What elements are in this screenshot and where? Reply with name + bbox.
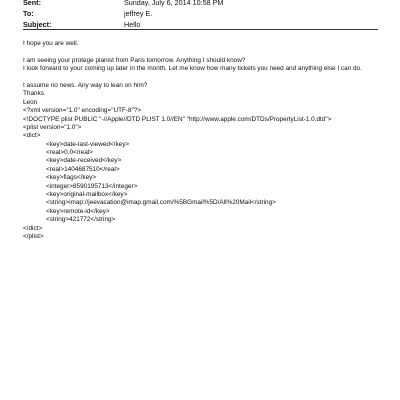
email-body [23, 40, 393, 241]
plist-line: <key>flags</key> [46, 174, 97, 182]
plist-line: <integer>8590195713</integer> [46, 182, 138, 190]
plist-block [23, 107, 393, 241]
sent-label: Sent: [23, 0, 41, 7]
signoff-line: Thanks [23, 90, 44, 98]
plist-line: <plist version="1.0"> [23, 123, 82, 131]
plist-line: <?xml version="1.0" encoding="UTF-8"?> [23, 107, 142, 115]
greeting-line: I hope you are well. [23, 40, 79, 47]
body-paragraph-1: I am seeing your protege pianist from Paris tomorrow. Anything I should know? [23, 56, 246, 64]
plist-line: </plist> [23, 232, 44, 240]
body-paragraph-2: I look forward to your coming up later in the month. Let me know how many tickets you need and anything else I can do. [23, 65, 362, 73]
header-row-to [23, 8, 383, 19]
plist-line: <key>date-last-viewed</key> [46, 140, 130, 148]
header-divider [23, 29, 378, 30]
header-row-sent [23, 0, 383, 8]
plist-line: <string>imap://jeevacation@imap.gmail.com/%5BGmail%5D/All%20Mail</string> [46, 199, 276, 207]
plist-line: </dict> [23, 224, 43, 232]
subject-value: Hello [124, 20, 141, 29]
plist-line: <string>421772</string> [46, 216, 116, 224]
spacer [23, 48, 393, 56]
plist-line: <real>0.0</real> [46, 149, 93, 157]
spacer [23, 74, 393, 82]
to-value: jeffrey E. [124, 9, 153, 18]
body-paragraph-3: I assume no news. Any way to lean on him? [23, 81, 148, 89]
plist-line: <!DOCTYPE plist PUBLIC "-//Apple//DTD PLIST 1.0//EN" "http://www.apple.com/DTDs/PropertyList-1.0.dtd"> [23, 115, 332, 123]
to-label: To: [23, 9, 34, 18]
plist-line: <dict> [23, 132, 41, 140]
signature-line: Leon [23, 98, 38, 106]
sent-value: Sunday, July 6, 2014 10:58 PM [124, 0, 224, 7]
plist-line: <key>date-received</key> [46, 157, 122, 165]
subject-label: Subject: [23, 20, 52, 29]
plist-line: <real>1404687510</real> [46, 165, 120, 173]
plist-line: <key>original-mailbox</key> [46, 191, 128, 199]
plist-line: <key>remote-id</key> [46, 207, 110, 215]
email-header [23, 0, 383, 30]
